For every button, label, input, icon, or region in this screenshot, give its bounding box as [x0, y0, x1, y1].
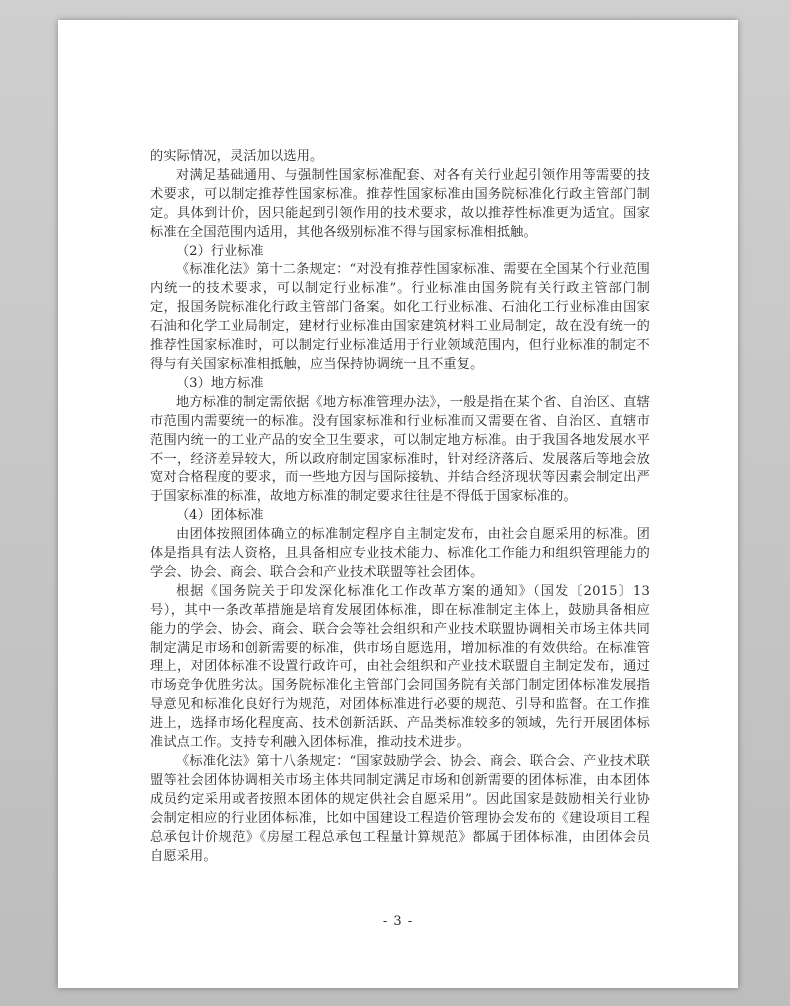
paragraph-continuation: 的实际情况，灵活加以选用。 — [150, 149, 324, 164]
heading-group-standard: （4）团体标准 — [176, 508, 264, 524]
paragraph-group-standard-reform: 根据《国务院关于印发深化标准化工作改革方案的通知》（国发〔2015〕13号），其中一条改革措施是培育发展团体标准，即在标准制定主体上，鼓励具备相应能力的学会、协会、商会、联合会等社会组织和产业技术联盟协调相关市场主体共同制定满足市场和创新需要的标准，供市场自愿选用，增加标准的有效供给。在标准管理上，对团体标准不设置行政许可，由社会组织和产业技术联盟自主制定发布，通过市场竞争优胜劣汰。国务院标准化主管部门会同国务院有关部门制定团体标准发展指导意见和标准化良好行为规范，对团体标准进行必要的规范、引导和监督。在工作推进上，选择市场化程度高、技术创新活跃、产品类标准较多的领域，先行开展团体标准试点工作。支持专利融入团体标准，推动技术进步。 — [150, 583, 650, 751]
heading-industry-standard: （2）行业标准 — [176, 243, 264, 259]
paragraph-group-standard-law: 《标准化法》第十八条规定：“国家鼓励学会、协会、商会、联合会、产业技术联盟等社会团体协调相关市场主体共同制定满足市场和创新需要的团体标准，由本团体成员约定采用或者按照本团体的规定供社会自愿采用”。因此国家是鼓励相关行业协会制定相应的行业团体标准，比如中国建设工程造价管理协会发布的《建设项目工程总承包计价规范》《房屋工程总承包工程量计算规范》都属于团体标准，由团体会员自愿采用。 — [150, 754, 650, 864]
paragraph-industry-standard: 《标准化法》第十二条规定：“对没有推荐性国家标准、需要在全国某个行业范围内统一的技术要求，可以制定行业标准”。行业标准由国务院有关行政主管部门制定，报国务院标准化行政主管部门备案。如化工行业标准、石油化工行业标准由国家石油和化学工业局制定，建材行业标准由国家建筑材料工业局制定，故在没有统一的推荐性国家标准时，可以制定行业标准适用于行业领域范围内，但行业标准的制定不得与有关国家标准相抵触，应当保持协调统一且不重复。 — [150, 262, 650, 372]
document-page — [58, 20, 738, 988]
paragraph-national-standard: 对满足基础通用、与强制性国家标准配套、对各有关行业起引领作用等需要的技术要求，可以制定推荐性国家标准。推荐性国家标准由国务院标准化行政主管部门制定。具体到计价，因只能起到引领作用的技术要求，故以推荐性标准更为适宜。国家标准在全国范围内适用，其他各级别标准不得与国家标准相抵触。 — [150, 167, 650, 240]
page-body — [150, 148, 650, 866]
paragraph-local-standard: 地方标准的制定需依据《地方标准管理办法》，一般是指在某个省、自治区、直辖市范围内需要统一的标准。没有国家标准和行业标准而又需要在省、自治区、直辖市范围内统一的工业产品的安全卫生要求，可以制定地方标准。由于我国各地发展水平不一，经济差异较大，所以政府制定国家标准时，针对经济落后、发展落后等地会放宽对合格程度的要求，而一些地方因与国际接轨、并结合经济现状等因素会制定出严于国家标准的标准，故地方标准的制定要求往往是不得低于国家标准的。 — [150, 394, 650, 505]
page-number: - 3 - — [382, 914, 414, 929]
heading-local-standard: （3）地方标准 — [176, 375, 264, 391]
paragraph-group-standard-definition: 由团体按照团体确立的标准制定程序自主制定发布，由社会自愿采用的标准。团体是指具有法人资格，且具备相应专业技术能力、标准化工作能力和组织管理能力的学会、协会、商会、联合会和产业技术联盟等社会团体。 — [150, 527, 650, 580]
